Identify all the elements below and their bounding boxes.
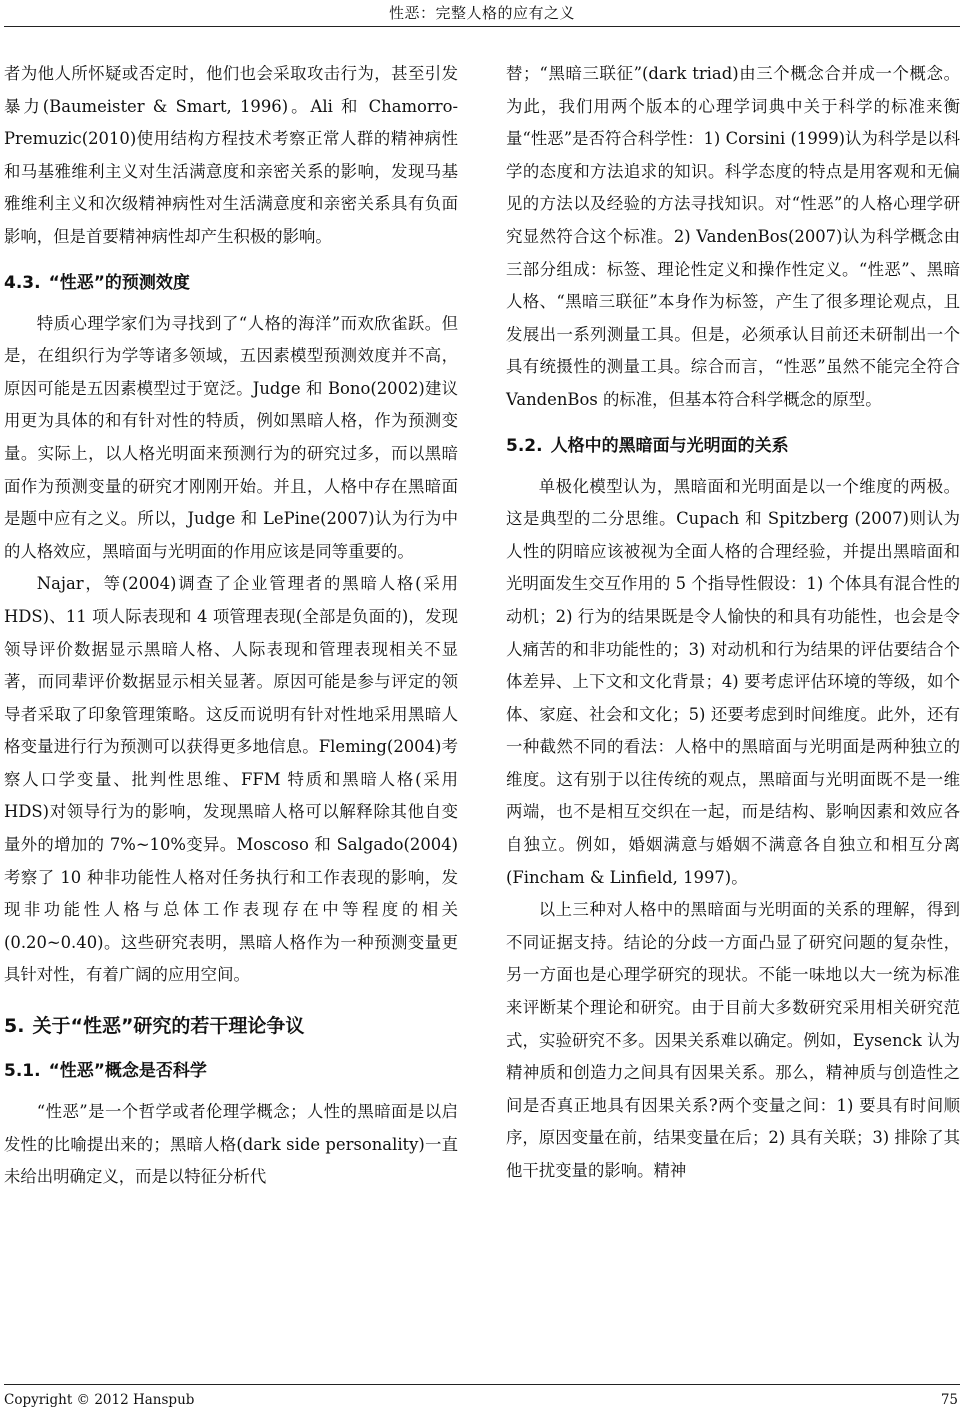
page-number: 75 xyxy=(940,1392,958,1408)
section-title: 关于“性恶”研究的若干理论争议 xyxy=(32,1015,305,1038)
section-title: 人格中的黑暗面与光明面的关系 xyxy=(550,435,789,456)
copyright-notice: Copyright © 2012 Hanspub xyxy=(4,1392,195,1408)
section-number: 5. xyxy=(4,1015,25,1038)
header-rule xyxy=(4,26,960,27)
continued-paragraph: 者为他人所怀疑或否定时，他们也会采取攻击行为，甚至引发暴力(Baumeister & Smart, 1996)。Ali 和 Chamorro-Premuzic(2010)使用结构方程技术考察正常人群的精神病性和马基雅维利主义对生活满意度和亲密关系的影响，发现马基雅维利主义和次级精神病性对生活满意度和亲密关系具有负面影响，但是首要精神病性却产生积极的影响。 xyxy=(4,64,458,246)
section-number: 4.3. xyxy=(4,272,41,293)
section-number: 5.1. xyxy=(4,1061,41,1082)
section-heading-4-3 xyxy=(4,268,458,298)
section-number: 5.2. xyxy=(506,435,543,456)
section-title: “性恶”概念是否科学 xyxy=(48,1061,207,1082)
paragraph: “性恶”是一个哲学或者伦理学概念；人性的黑暗面是以启发性的比喻提出来的；黑暗人格(dark side personality)一直未给出明确定义，而是以特征分析代 xyxy=(4,1102,458,1187)
section-title: “性恶”的预测效度 xyxy=(48,272,190,293)
section-heading-5-2 xyxy=(506,431,960,461)
right-column xyxy=(506,58,960,1188)
section-heading-5 xyxy=(4,1010,458,1042)
paragraph: 特质心理学家们为寻找到了“人格的海洋”而欢欣雀跃。但是，在组织行为学等诸多领域，五因素模型预测效度并不高，原因可能是五因素模型过于宽泛。Judge 和 Bono(2002)建议用更为具体的和有针对性的特质，例如黑暗人格，作为预测变量。实际上，以人格光明面来预测行为的研究过多，而以黑暗面作为预测变量的研究才刚刚开始。并且，人格中存在黑暗面是题中应有之义。所以，Judge 和 LePine(2007)认为行为中的人格效应，黑暗面与光明面的作用应该是同等重要的。 xyxy=(4,313,458,561)
continued-paragraph: 替；“黑暗三联征”(dark triad)由三个概念合并成一个概念。为此，我们用两个版本的心理学词典中关于科学的标准来衡量“性恶”是否符合科学性：1) Corsini (1999)认为科学是以科学的态度和方法追求的知识。科学态度的特点是用客观和无偏见的方法以及经验的方法寻找知识。对“性恶”的人格心理学研究显然符合这个标准。2) VandenBos(2007)认为科学概念由三部分组成：标签、理论性定义和操作性定义。“性恶”、黑暗人格、“黑暗三联征”本身作为标签，产生了很多理论观点，且发展出一系列测量工具。但是，必须承认目前还未研制出一个具有统摄性的测量工具。综合而言，“性恶”虽然不能完全符合 VandenBos 的标准，但基本符合科学概念的原型。 xyxy=(506,64,960,409)
section-heading-5-1 xyxy=(4,1056,458,1086)
paragraph: 以上三种对人格中的黑暗面与光明面的关系的理解，得到不同证据支持。结论的分歧一方面凸显了研究问题的复杂性，另一方面也是心理学研究的现状。不能一味地以大一统为标准来评断某个理论和研究。由于目前大多数研究采用相关研究范式，实验研究不多。因果关系难以确定。例如，Eysenck 认为精神质和创造力之间具有因果关系。那么，精神质与创造性之间是否真正地具有因果关系?两个变量之间：1) 要具有时间顺序，原因变量在前，结果变量在后；2) 具有关联；3) 排除了其他干扰变量的影响。精神 xyxy=(506,900,960,1180)
left-column xyxy=(4,58,458,1194)
paragraph: 单极化模型认为，黑暗面和光明面是以一个维度的两极。这是典型的二分思维。Cupach 和 Spitzberg (2007)则认为人性的阴暗应该被视为全面人格的合理经验，并提出黑暗面和光明面发生交互作用的 5 个指导性假设：1) 个体具有混合性的动机；2) 行为的结果既是令人愉快的和具有功能性，也会是令人痛苦的和非功能性的；3) 对动机和行为结果的评估要结合个体差异、上下文和文化背景；4) 要考虑评估环境的等级，如个体、家庭、社会和文化；5) 还要考虑到时间维度。此外，还有一种截然不同的看法：人格中的黑暗面与光明面是两种独立的维度。这有别于以往传统的观点，黑暗面与光明面既不是一维两端，也不是相互交织在一起，而是结构、影响因素和效应各自独立。例如，婚姻满意与婚姻不满意各自独立和相互分离(Fincham & Linfield, 1997)。 xyxy=(506,476,960,887)
footer-rule xyxy=(4,1384,960,1385)
running-header: 性恶：完整人格的应有之义 xyxy=(388,4,575,22)
paragraph: Najar，等(2004)调查了企业管理者的黑暗人格(采用 HDS)、11 项人际表现和 4 项管理表现(全部是负面的)，发现领导评价数据显示黑暗人格、人际表现和管理表现相关不显著，而同辈评价数据显示相关显著。原因可能是参与评定的领导者采取了印象管理策略。这反而说明有针对性地采用黑暗人格变量进行行为预测可以获得更多地信息。Fleming(2004)考察人口学变量、批判性思维、FFM 特质和黑暗人格(采用 HDS)对领导行为的影响，发现黑暗人格可以解释除其他自变量外的增加的 7%~10%变异。Moscoso 和 Salgado(2004)考察了 10 种非功能性人格对任务执行和工作表现的影响，发现非功能性人格与总体工作表现存在中等程度的相关(0.20~0.40)。这些研究表明，黑暗人格作为一种预测变量更具针对性，有着广阔的应用空间。 xyxy=(4,574,458,985)
